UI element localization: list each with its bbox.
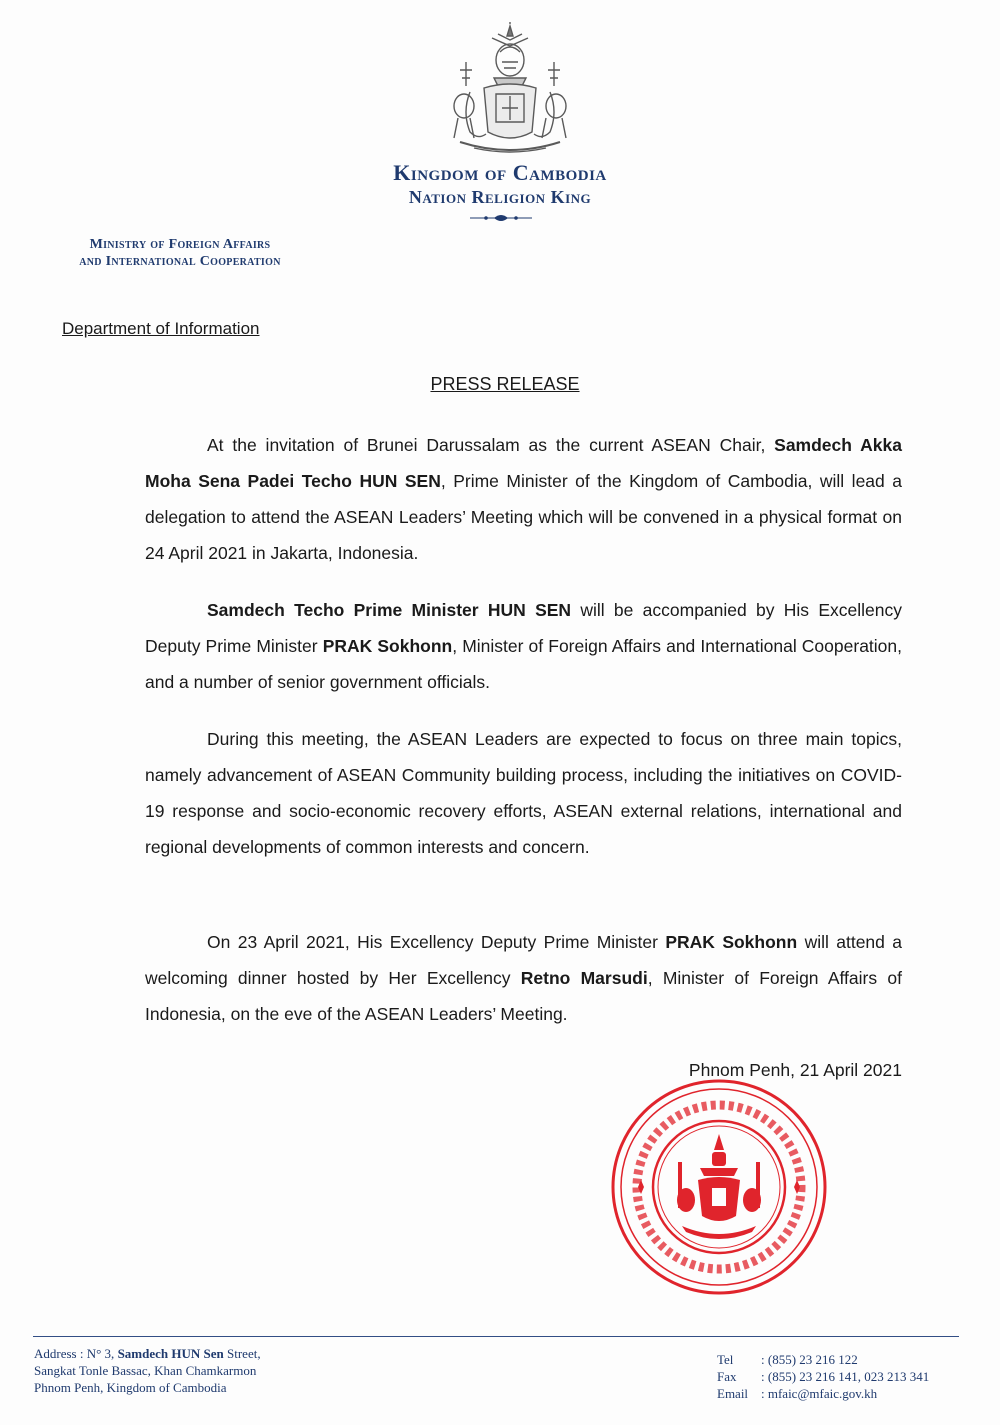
tel-row [717,1351,929,1368]
document-title: PRESS RELEASE [430,374,580,394]
paragraph-4 [145,924,902,1032]
footer-divider [33,1336,959,1337]
p4-text-1: On 23 April 2021, His Excellency Deputy Prime Minister [207,932,666,952]
p1-text-1: At the invitation of Brunei Darussalam as the current ASEAN Chair, [207,435,775,455]
p1-bold-1: Samdech Akka Moha Sena Padei Techo HUN SEN [145,435,903,491]
address-street-bold: Samdech HUN Sen [117,1346,224,1361]
fax-label: Fax [717,1369,737,1384]
p4-text-3: , Minister of Foreign Affairs of Indonesia, on the eve of the ASEAN Leaders’ Meeting. [145,968,902,1024]
p2-text-2: , Minister of Foreign Affairs and International Cooperation, and a number of senior government officials. [145,636,903,692]
paragraph-3 [145,721,902,865]
tel-label: Tel [717,1352,734,1367]
fax-value: : (855) 23 216 141, 023 213 341 [761,1369,930,1384]
fax-row [717,1368,929,1385]
p1-text-2: , Prime Minister of the Kingdom of Cambodia, will lead a delegation to attend the ASEAN Leaders’ Meeting which will be convened in a physical format on 24 April 2021 in Jakarta, Indonesia. [145,471,902,563]
address-prefix: Address : N° 3, [34,1346,118,1361]
address-line-3: Phnom Penh, Kingdom of Cambodia [34,1380,227,1395]
place-and-date: Phnom Penh, 21 April 2021 [688,1060,902,1080]
paragraph-2 [145,592,902,700]
ministry-line-2: and International Cooperation [79,254,281,269]
p2-bold-2: PRAK Sokhonn [322,636,453,656]
ornament-divider-icon [468,212,534,224]
address-line-1 [34,1345,261,1362]
national-motto: Nation Religion King [408,187,592,207]
p3-text: During this meeting, the ASEAN Leaders are expected to focus on three main topics, namely advancement of ASEAN Community building process, including the initiatives on COVID-19 response and socio-economic recovery efforts, ASEAN external relations, international and regional developments of common interests and concern. [145,729,902,857]
ministry-line-1: Ministry of Foreign Affairs [89,237,271,252]
coat-of-arms-emblem [440,22,580,162]
ministry-name [30,236,330,270]
p2-bold-1: Samdech Techo Prime Minister HUN SEN [207,600,572,620]
tel-value: : (855) 23 216 122 [761,1352,858,1367]
footer-address [34,1345,261,1396]
department-label: Department of Information [62,319,260,338]
email-value[interactable]: : mfaic@mfaic.gov.kh [761,1386,878,1401]
p2-text-1: will be accompanied by His Excellency Deputy Prime Minister [145,600,902,656]
p4-bold-2: Retno Marsudi [520,968,648,988]
footer-contact [717,1351,929,1402]
p4-bold-1: PRAK Sokhonn [665,932,798,952]
address-suffix: Street, [223,1346,261,1361]
kingdom-title: Kingdom of Cambodia [393,160,607,185]
official-seal-stamp [608,1076,830,1298]
p4-text-2: will attend a welcoming dinner hosted by Her Excellency [145,932,903,988]
email-row [717,1385,929,1402]
email-label: Email [717,1386,749,1401]
address-line-2: Sangkat Tonle Bassac, Khan Chamkarmon [34,1363,257,1378]
paragraph-1 [145,427,902,571]
